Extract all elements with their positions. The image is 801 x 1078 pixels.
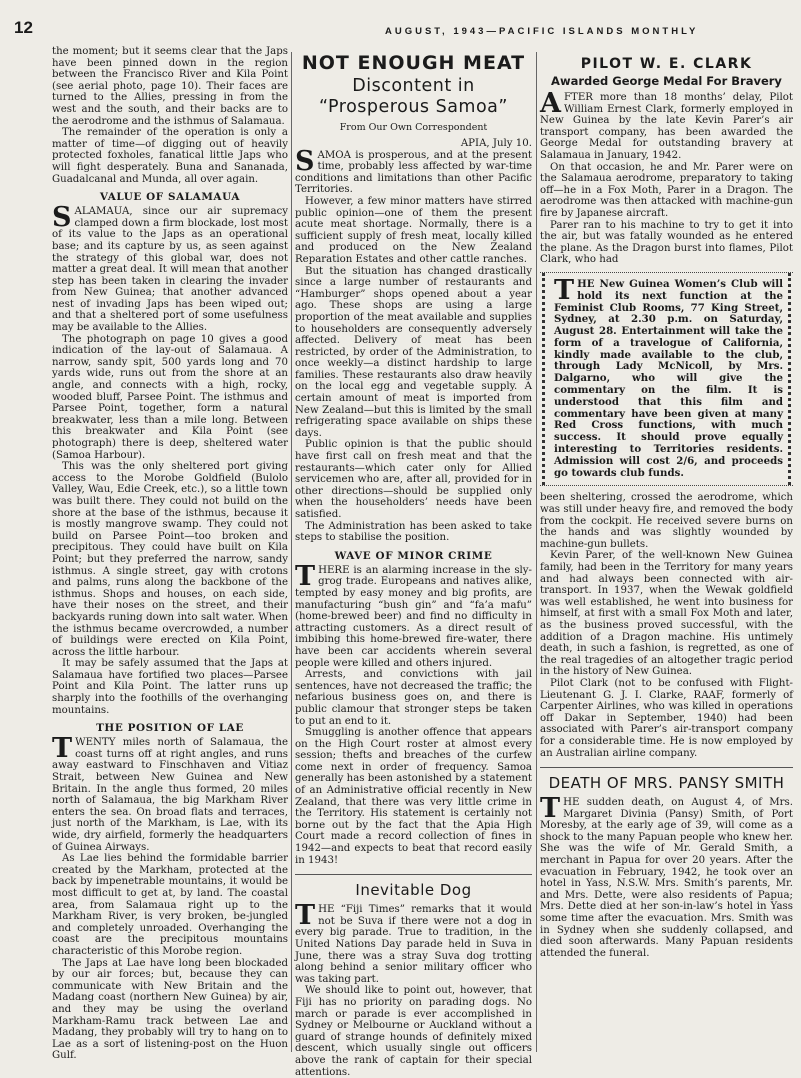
paragraph: [52, 202, 288, 334]
paragraph: [295, 560, 532, 669]
paragraph-text: HERE is an alarming increase in the sly-grog trade. Europeans and natives alike, tempted by easy money and big profits, are manufacturing “bush gin” and “fa’a mafu” (home-brewed beer) and find no difficulty in attracting customers. As a direct result of imbibing this home-brewed fire-water, there have been car accidents wherein several people were killed and others injured.: [295, 564, 532, 669]
drop-cap: T: [540, 793, 561, 825]
paragraph: The Japs at Lae have long been blockaded by our air forces; but, because they can communicate with New Britain and the Madang coast (northern New Guinea) by air, and they may be using the overland Markham-Ramu track between Lae and Madang, they probably will try to hang on to Lae as a sort of listening-post on the Huon Gulf.: [52, 957, 288, 1062]
paragraph: On that occasion, he and Mr. Parer were on the Salamaua aerodrome, preparatory to taking off—he in a Fox Moth, Parer in a Dragon. The aerodrome was then attacked with machine-gun fire by Japanese aircraft.: [540, 161, 793, 219]
drop-cap: S: [52, 202, 72, 234]
divider: [295, 874, 532, 875]
drop-cap: T: [295, 560, 316, 592]
column-left: [52, 46, 288, 1062]
drop-cap: A: [540, 88, 561, 119]
paragraph-text: ALAMAUA, since our air supremacy clamped down a firm blockade, lost most of its value to the Japs as an operational base; and its capture by us, as seen against the strategy of this global war, does not matter a great deal. It will mean that another step has been taken in clearing the invader from New Guinea; that another advanced nest of invading Japs has been wiped out; and that a sheltered port of some usefulness may be available to the Allies.: [52, 206, 288, 334]
drop-cap: T: [554, 274, 575, 306]
article-headline: Inevitable Dog: [355, 881, 472, 900]
drop-cap: S: [295, 145, 315, 177]
article-subhead: Discontent in “Prosperous Samoa”: [319, 76, 508, 117]
drop-cap: T: [295, 900, 316, 932]
paragraph: Arrests, and convictions with jail sentences, have not decreased the traffic; the nefarious business goes on, and there is public clamour that stronger steps be taken to put an end to it.: [295, 669, 532, 727]
section-heading: THE POSITION OF LAE: [96, 722, 244, 735]
paragraph-text: HE New Guinea Women’s Club will hold its next function at the Feminist Club Rooms, 77 King Street, Sydney, at 2.30 p.m. on Saturday, August 28. Entertainment will take the form of a travelogue of California, kindly made available to the club, through Lady McNicoll, by Mrs. Dalgarno, who will give the commentary on the film. It is understood that this film and commentary have been given at many Red Cross functions, with much success. It should prove equally interesting to Territories residents. Admission will cost 2/6, and proceeds go towards club funds.: [554, 277, 783, 479]
byline: From Our Own Correspondent: [339, 122, 488, 133]
paragraph: But the situation has changed drastically since a large number of restaurants and “Hamburger” shops opened about a year ago. These shops are using a large proportion of the meat available and supplies to householders are consequently adversely affected. Delivery of meat has been restricted, by order of the Administration, to once weekly—a distinct hardship to large families. These restaurants also draw heavily on the local egg and vegetable supply. A certain amount of meat is imported from New Zealand—but this is limited by the small refrigerating space available on ships these days.: [295, 265, 532, 439]
paragraph: [295, 900, 532, 985]
divider: [540, 767, 793, 768]
paragraph: It may be safely assumed that the Japs at Salamaua have fortified two places—Parsee Point and Kila Point. The latter runs up sharply into the foothills of the overhanging mountains.: [52, 658, 288, 716]
paragraph: The photograph on page 10 gives a good indication of the lay-out of Salamaua. A narrow, sandy spit, 500 yards long and 70 yards wide, runs out from the shore at an angle, and connects with a high, rocky, wooded bluff, Parsee Point. The isthmus and Parsee Point, together, form a natural breakwater, less than a mile long. Between this breakwater and Kila Point (see photograph) there is deep, sheltered water (Samoa Harbour).: [52, 333, 288, 461]
paragraph: Public opinion is that the public should have first call on fresh meat and that the restaurants—which cater only for Allied servicemen who are, after all, provided for in other directions—should be supplied only when the householders’ needs have been satisfied.: [295, 439, 532, 520]
paragraph-text: AMOA is prosperous, and at the present time, probably less affected by war-time conditions and limitations than other Pacific Territories.: [295, 149, 532, 196]
page-number: 12: [14, 18, 33, 37]
column-right: [540, 46, 793, 1056]
paragraph: Kevin Parer, of the well-known New Guinea family, had been in the Territory for many years and had always been connected with air-transport. In 1937, when the Wewak goldfield was well established, he went into business for himself, at first with a small Fox Moth and later, as the business proved successful, with the addition of a Dragon machine. His untimely death, in such a fashion, is regretted, as one of the real tragedies of an altogether tragic period in the history of New Guinea.: [540, 550, 793, 678]
paragraph: As Lae lies behind the formidable barrier created by the Markham, protected at the back by impenetrable mountains, it would be most difficult to get at, by land. The coastal area, from Salamaua right up to the Markham River, is very broken, be-jungled and completely unroaded. Overhanging the coast are the precipitous mountains characteristic of this Morobe region.: [52, 853, 288, 957]
drop-cap: T: [52, 733, 73, 765]
article-headline: DEATH OF MRS. PANSY SMITH: [548, 774, 785, 793]
section-heading: VALUE OF SALAMAUA: [99, 191, 241, 204]
paragraph-text: WENTY miles north of Salamaua, the coast turns off at right angles, and runs away eastward to Finschhaven and Vitiaz Strait, between New Guinea and New Britain. In the angle thus formed, 20 miles north of Salamaua, the big Markham River enters the sea. On broad flats and terraces, just north of the Markham, is Lae, with its wide, dry airfield, formerly the headquarters of Guinea Airways.: [52, 737, 288, 853]
column-rule: [536, 52, 537, 1052]
column-rule: [291, 52, 292, 1052]
notice-text: [554, 274, 783, 480]
paragraph-text: FTER more than 18 months’ delay, Pilot William Ernest Clark, formerly employed in New Guinea by the late Kevin Parer’s air transport company, has been awarded the George Medal for outstanding bravery at Salamaua in January, 1942.: [540, 92, 793, 161]
paragraph: [52, 733, 288, 853]
paragraph: the moment; but it seems clear that the Japs have been pinned down in the region between the Francisco River and Kila Point (see aerial photo, page 10). Their faces are turned to the Allies, pressing in from the west and the south, and their backs are to the aerodrome and the isthmus of Salamaua.: [52, 46, 288, 127]
paragraph: been sheltering, crossed the aerodrome, which was still under heavy fire, and removed the body from the cockpit. He received severe burns on the hands and was slightly wounded by machine-gun bullets.: [540, 492, 793, 550]
dateline: APIA, July 10.: [460, 138, 532, 149]
paragraph: Parer ran to his machine to try to get it into the air, but was fatally wounded as he entered the plane. As the Dragon burst into flames, Pilot Clark, who had: [540, 219, 793, 266]
paragraph: Smuggling is another offence that appears on the High Court roster at almost every session; thefts and breaches of the curfew come next in order of frequency. Samoa generally has been astonished by a statement of an Administrative official recently in New Zealand, that there was very little crime in the Territory. His statement is certainly not borne out by the fact that the Apia High Court made a record collection of fines in 1942—and expects to beat that record easily in 1943!: [295, 727, 532, 866]
paragraph: The remainder of the operation is only a matter of time—of digging out of heavily protected foxholes, fanatical little Japs who will fight desperately. Buna and Sananada, Guadalcanal and Munda, all over again.: [52, 127, 288, 185]
paragraph: [540, 88, 793, 162]
article-subhead: Awarded George Medal For Bravery: [551, 74, 782, 88]
paragraph-text: HE sudden death, on August 4, of Mrs. Margaret Divinia (Pansy) Smith, of Port Moresby, at the early age of 39, will come as a shock to the many Papuan people who knew her. She was the wife of Mr. Gerald Smith, a merchant in Papua for over 20 years. After the evacuation in February, 1942, he took over an hotel in Yass, N.S.W. Mrs. Smith’s parents, Mr. and Mrs. Dette, were also residents of Papua; Mrs. Dette died at her son-in-law’s hotel in Yass some time after the evacuation. Mrs. Smith was in Sydney when she suddenly collapsed, and died soon afterwards. Many Papuan residents attended the funeral.: [540, 797, 793, 959]
paragraph: We should like to point out, however, that Fiji has no priority on parading dogs. No march or parade is ever accomplished in Sydney or Melbourne or Auckland without a guard of strange hounds of definitely mixed descent, which usually single out officers above the rank of captain for their special attentions.: [295, 985, 532, 1078]
article-headline: PILOT W. E. CLARK: [580, 56, 753, 72]
paragraph: Pilot Clark (not to be confused with Flight-Lieutenant G. J. I. Clarke, RAAF, formerly of Carpenter Airlines, who was killed in operations off Dakar in September, 1940) had been associated with Parer’s air-transport company for a considerable time. He is now employed by an Australian airline company.: [540, 677, 793, 759]
paragraph: This was the only sheltered port giving access to the Morobe Goldfield (Bulolo Valley, Wau, Edie Creek, etc.), so a little town was built there. They could not build on the shore at the base of the isthmus, because it is mostly mangrove swamp. They could not build on Parsee Point—too broken and precipitous. They could have built on Kila Point; but they preferred the narrow, sandy isthmus. A single street, gay with crotons and palms, runs along the backbone of the isthmus. Shops and houses, on each side, have their noses on the street, and their backyards runing down into salt water. When the isthmus became overcrowded, a number of buildings were erected on Kila Point, across the little harbour.: [52, 461, 288, 658]
paragraph: However, a few minor matters have stirred public opinion—one of them the present acute meat shortage. Normally, there is a sufficient supply of fresh meat, locally killed and produced on the New Zealand Reparation Estates and other cattle ranches.: [295, 195, 532, 265]
running-head: AUGUST, 1943—PACIFIC ISLANDS MONTHLY: [385, 26, 699, 37]
column-middle: [295, 46, 532, 1078]
paragraph: The Administration has been asked to take steps to stabilise the position.: [295, 520, 532, 544]
paragraph: [540, 793, 793, 959]
paragraph: [295, 145, 532, 196]
club-notice-box: [540, 272, 793, 487]
article-headline: NOT ENOUGH MEAT: [301, 52, 526, 74]
paragraph-text: HE “Fiji Times” remarks that it would not be Suva if there were not a dog in every big parade. True to tradition, in the United Nations Day parade held in Suva in June, there was a stray Suva dog trotting along behind a senior military officer who was taking part.: [295, 904, 532, 985]
section-heading: WAVE OF MINOR CRIME: [334, 549, 493, 562]
